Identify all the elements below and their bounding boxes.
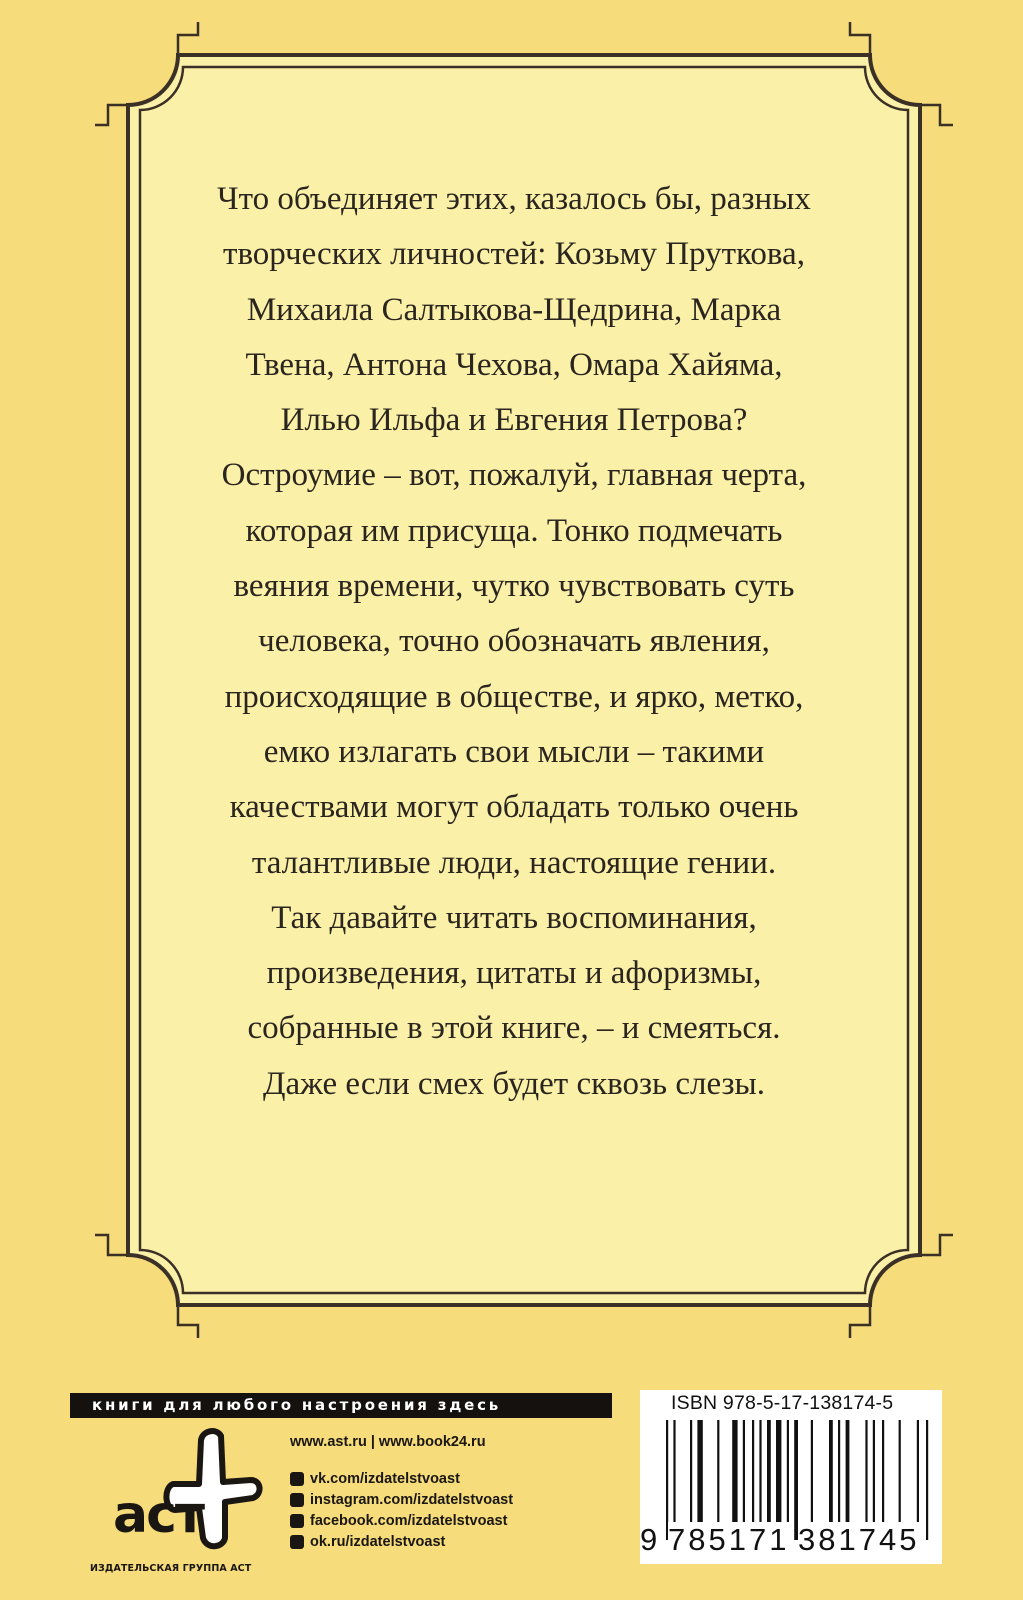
description-line: творческих личностей: Козьму Пруткова,	[223, 236, 805, 273]
description-line: которая им присуща. Тонко подмечать	[245, 512, 783, 549]
social-link-vk[interactable]	[290, 1468, 513, 1489]
description-line: Твена, Антона Чехова, Омара Хайяма,	[245, 346, 783, 383]
description-line: Илью Ильфа и Евгения Петрова?	[280, 402, 748, 439]
description-line: происходящие в обществе, и ярко, метко,	[224, 678, 804, 715]
description-line: произведения, цитаты и афоризмы,	[266, 955, 762, 992]
barcode-bar	[838, 1420, 840, 1524]
tagline-bar: книги для любого настроения здесь	[70, 1393, 612, 1418]
instagram-icon	[290, 1493, 304, 1507]
barcode-bar	[717, 1420, 719, 1524]
social-link-text: vk.com/izdatelstvoast	[310, 1470, 460, 1487]
book-description	[150, 172, 878, 1112]
logo-wordmark: аст	[113, 1485, 204, 1545]
description-line: Остроумие – вот, пожалуй, главная черта,	[221, 457, 807, 494]
description-line: Что объединяет этих, казалось бы, разных	[217, 181, 811, 217]
barcode-bar	[752, 1420, 754, 1524]
website-links[interactable]: www.ast.ru | www.book24.ru	[290, 1434, 486, 1450]
description-line: качествами могут обладать только очень	[229, 789, 799, 826]
description-line: собранные в этой книге, – и смеяться.	[247, 1010, 781, 1047]
description-line: веяния времени, чутко чувствовать суть	[233, 568, 795, 605]
vk-icon	[290, 1472, 304, 1486]
barcode-bar	[917, 1420, 919, 1524]
description-line: емко излагать свои мысли – такими	[263, 733, 765, 770]
facebook-icon	[290, 1514, 304, 1528]
description-line: талантливые люди, настоящие гении.	[251, 844, 777, 881]
barcode-bar	[873, 1420, 875, 1524]
barcode-bar	[811, 1420, 813, 1524]
barcode-bar	[899, 1420, 901, 1524]
description-line: Михаила Салтыкова-Щедрина, Марка	[246, 291, 782, 328]
barcode-bar	[787, 1420, 789, 1524]
social-link-ok[interactable]	[290, 1531, 513, 1552]
social-link-text: instagram.com/izdatelstvoast	[310, 1491, 514, 1508]
social-link-facebook[interactable]	[290, 1510, 513, 1531]
barcode-bar	[690, 1420, 692, 1524]
social-link-text: facebook.com/izdatelstvoast	[310, 1512, 508, 1529]
isbn-label: ISBN 978-5-17-138174-5	[671, 1392, 894, 1414]
barcode-bar	[865, 1420, 867, 1524]
barcode-bar	[882, 1420, 884, 1524]
social-link-text: ok.ru/izdatelstvoast	[310, 1533, 446, 1550]
barcode-right-group: 381745	[798, 1522, 920, 1557]
publisher-links	[290, 1434, 513, 1552]
ok-icon	[290, 1535, 304, 1549]
barcode-bar	[732, 1420, 737, 1524]
barcode-bar	[846, 1420, 850, 1524]
description-line: человека, точно обозначать явления,	[258, 623, 770, 660]
barcode-left-group: 785171	[668, 1522, 790, 1557]
barcode-bar	[743, 1420, 745, 1524]
barcode-bar	[829, 1420, 833, 1524]
barcode-bar	[926, 1420, 928, 1540]
description-line: Так давайте читать воспоминания,	[271, 899, 757, 936]
publisher-caption: ИЗДАТЕЛЬСКАЯ ГРУППА АСТ	[90, 1563, 252, 1574]
description-line: Даже если смех будет сквозь слезы.	[263, 1065, 765, 1102]
barcode-bar	[767, 1420, 771, 1524]
barcode-bar	[759, 1420, 761, 1524]
barcode-bar	[697, 1420, 702, 1524]
barcode-first-digit: 9	[640, 1522, 658, 1557]
ast-logo	[107, 1428, 267, 1558]
social-link-instagram[interactable]	[290, 1489, 513, 1510]
barcode-bar	[776, 1420, 781, 1524]
